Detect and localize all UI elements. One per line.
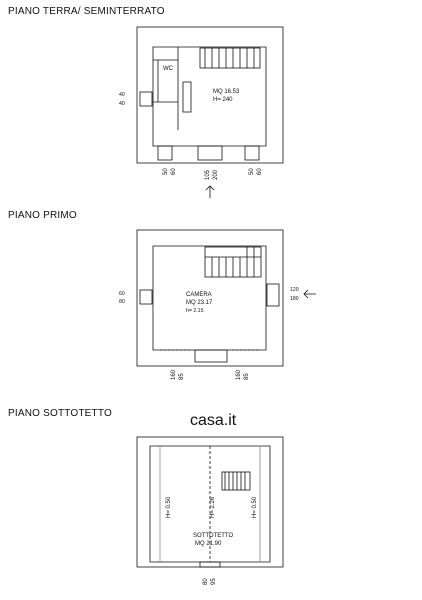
ground-dim-2a: 105 (205, 169, 211, 180)
first-bottom-opening (195, 350, 227, 362)
first-dim-left-bottom: 80 (119, 299, 125, 305)
ground-opening-2 (198, 146, 222, 160)
ground-dim-1a: 50 (163, 168, 169, 175)
first-dim-1b: 85 (179, 373, 185, 380)
attic-h-right: H= 0.50 (252, 496, 258, 518)
watermark: casa.it (190, 412, 237, 429)
ground-wc-partition (153, 47, 178, 130)
ground-wc-label: WC (163, 66, 173, 72)
first-dim-1a: 160 (171, 369, 177, 380)
first-dim-right-top: 120 (290, 287, 299, 293)
floor-title-ground: PIANO TERRA/ SEMINTERRATO (8, 6, 165, 17)
ground-door-left (183, 82, 191, 112)
attic-dim-a: 80 (203, 578, 209, 585)
first-stairs (205, 247, 261, 277)
floor-title-first: PIANO PRIMO (8, 210, 77, 221)
first-dim-2b: 85 (244, 373, 250, 380)
attic-bottom-opening (200, 562, 220, 567)
first-floor-plan (137, 230, 283, 366)
ground-height-label: H= 240 (213, 97, 233, 103)
first-entry-arrow (304, 290, 316, 298)
ground-floor-plan (137, 27, 283, 163)
ground-dim-3a: 50 (249, 168, 255, 175)
attic-h-center: H= 2.26 (210, 496, 216, 518)
ground-area-label: MQ 16.53 (213, 89, 240, 95)
ground-dim-left-bottom: 40 (119, 101, 125, 107)
first-dim-right-bottom: 180 (290, 296, 299, 302)
ground-opening-1 (158, 146, 172, 160)
first-height-label: h= 2.15 (186, 308, 204, 314)
attic-area-label: MQ 21.90 (195, 541, 222, 547)
first-room-name: CAMERA (186, 292, 212, 298)
ground-dim-3b: 60 (257, 168, 263, 175)
ground-opening-3 (245, 146, 259, 160)
ground-window-left (140, 92, 152, 106)
first-dim-2a: 160 (236, 369, 242, 380)
attic-dim-b: 95 (211, 578, 217, 585)
ground-dim-2b: 200 (213, 169, 219, 180)
ground-stairs (200, 48, 260, 68)
attic-room-name: SOTTOTETTO (193, 533, 234, 539)
first-area-label: MQ 23.17 (186, 300, 213, 306)
ground-dim-1b: 60 (171, 168, 177, 175)
first-window-right (267, 284, 279, 306)
ground-entry-arrow (206, 186, 214, 198)
first-dim-left-top: 60 (119, 291, 125, 297)
first-window-left (140, 290, 152, 304)
attic-stairs (222, 472, 250, 490)
ground-dim-left-top: 40 (119, 92, 125, 98)
attic-h-left: H= 0.50 (166, 496, 172, 518)
floor-title-attic: PIANO SOTTOTETTO (8, 408, 112, 419)
